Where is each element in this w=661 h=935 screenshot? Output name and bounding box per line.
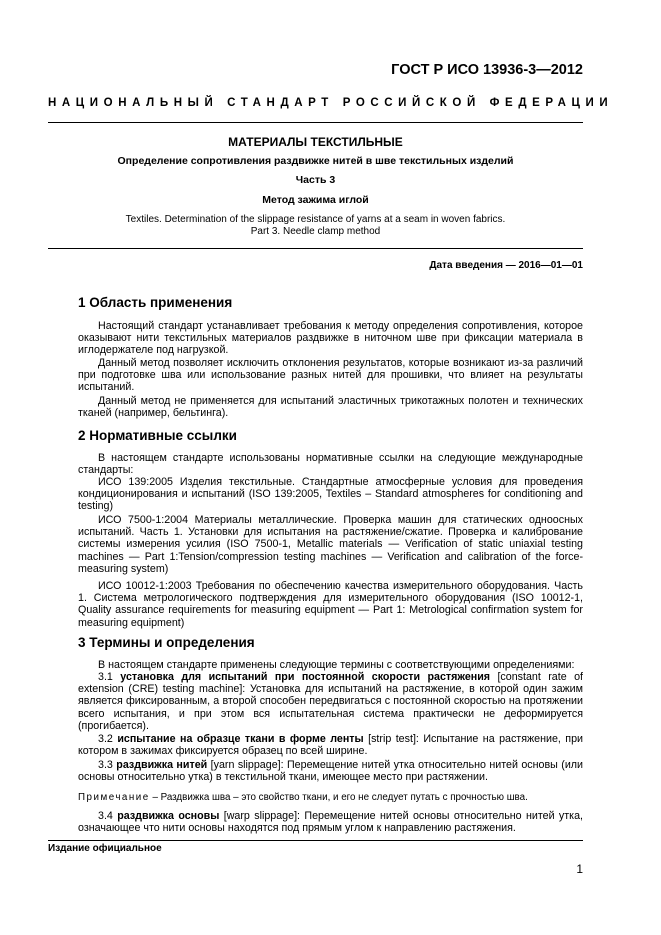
section-1-paragraph-1: Настоящий стандарт устанавливает требования к методу определения сопротивления, которое оказывают нити текстильных материалов раздвижке в ниточном шве при фиксации материала в иглодержателе под нагрузкой. xyxy=(78,320,583,357)
section-2-reference-iso139: ИСО 139:2005 Изделия текстильные. Стандартные атмосферные условия для проведения кондиционирования и испытаний (ISO 139:2005, Textiles – Standard atmospheres for conditioning and testing) xyxy=(78,476,583,513)
term-3-3 xyxy=(78,759,583,783)
section-2-reference-iso7500: ИСО 7500-1:2004 Материалы металлические. Проверка машин для статических одноосных испытаний. Часть 1. Установки для испытания на растяжение/сжатие. Проверка и калибрование системы измерения усилия (ISO 7500-1, Metallic materials — Verification of static uniaxial testing machines — Part 1:Tension/compression testing machines — Verification and calibration of the force-measuring system) xyxy=(78,514,583,575)
header-divider xyxy=(48,122,583,123)
document-title: МАТЕРИАЛЫ ТЕКСТИЛЬНЫЕ xyxy=(228,135,403,149)
term-3-2 xyxy=(78,733,583,757)
document-method: Метод зажима иглой xyxy=(262,194,369,206)
term-3-3-number: 3.3 xyxy=(98,759,117,771)
note-label: Примечание xyxy=(78,792,150,803)
section-3-paragraph-1: В настоящем стандарте применены следующие термины с соответствующими определениями: xyxy=(98,659,575,671)
section-2-paragraph-1: В настоящем стандарте использованы нормативные ссылки на следующие международные стандарты: xyxy=(78,452,583,477)
note xyxy=(78,792,583,804)
section-3-heading: 3 Термины и определения xyxy=(78,635,255,650)
english-title xyxy=(48,214,583,238)
introduction-date: Дата введения — 2016—01—01 xyxy=(429,260,583,271)
page-number: 1 xyxy=(576,862,583,876)
term-3-4-definition: [warp slippage]: Перемещение нитей основы относительно нитей утка, означающее что нити основы находятся под прямым углом к направлению растяжения. xyxy=(78,810,583,835)
term-3-1-definition: [constant rate of extension (CRE) testing machine]: Установка для испытаний на растяжение, в которой один зажим является фиксированным, а второй способен передвигаться с постоянной скоростью на протяжении всего испытания, и при этом вся испытательная система практически не деформируется (прогибается). xyxy=(78,671,583,732)
document-part: Часть 3 xyxy=(295,174,336,186)
term-3-3-name: раздвижка нитей xyxy=(116,759,208,771)
term-3-1-number: 3.1 xyxy=(98,671,121,683)
section-1-paragraph-2: Данный метод позволяет исключить отклонения результатов, которые возникают из-за различий при подготовке шва или использование разных нитей для прошивки, что влияет на результаты испытаний. xyxy=(78,357,583,394)
section-2-heading: 2 Нормативные ссылки xyxy=(78,428,237,443)
section-1-paragraph-3: Данный метод не применяется для испытаний эластичных трикотажных полотен и технических тканей (например, бельтинга). xyxy=(78,395,583,420)
section-1-heading: 1 Область применения xyxy=(78,295,233,310)
national-standard-banner: НАЦИОНАЛЬНЫЙ СТАНДАРТ РОССИЙСКОЙ ФЕДЕРАЦИИ xyxy=(48,97,614,109)
edition-label: Издание официальное xyxy=(48,843,162,854)
section-2-reference-iso10012: ИСО 10012-1:2003 Требования по обеспечению качества измерительного оборудования. Часть 1. Система метрологического подтверждения для измерительного оборудования (ISO 10012-1, Quality assurance requirements for measuring equipment — Part 1: Metrological confirmation system for measuring equipment) xyxy=(78,580,583,629)
term-3-2-definition: [strip test]: Испытание на растяжение, при котором в зажимах фиксируется образец по всей ширине. xyxy=(78,733,584,758)
title-divider xyxy=(48,248,583,249)
document-subtitle: Определение сопротивления раздвижке нитей в шве текстильных изделий xyxy=(117,155,514,167)
term-3-4-number: 3.4 xyxy=(98,810,118,822)
term-3-2-name: испытание на образце ткани в форме ленты xyxy=(117,733,364,745)
term-3-1 xyxy=(78,671,583,732)
english-title-line1: Textiles. Determination of the slippage resistance of yarns at a seam in woven fabrics. xyxy=(125,214,506,225)
term-3-3-definition: [yarn slippage]: Перемещение нитей утка относительно нитей основы (или основы относительно утка) в текстильной ткани, имеющее место при растяжении. xyxy=(78,759,584,784)
note-text: – Раздвижка шва – это свойство ткани, и его не следует путать с прочностью шва. xyxy=(149,792,528,803)
term-3-2-number: 3.2 xyxy=(98,733,118,745)
footer-divider xyxy=(48,840,583,841)
english-title-line2: Part 3. Needle clamp method xyxy=(250,226,381,237)
term-3-1-name: установка для испытаний при постоянной скорости растяжения xyxy=(120,671,491,683)
document-code: ГОСТ Р ИСО 13936-3—2012 xyxy=(391,62,583,78)
term-3-4 xyxy=(78,810,583,834)
term-3-4-name: раздвижка основы xyxy=(117,810,220,822)
